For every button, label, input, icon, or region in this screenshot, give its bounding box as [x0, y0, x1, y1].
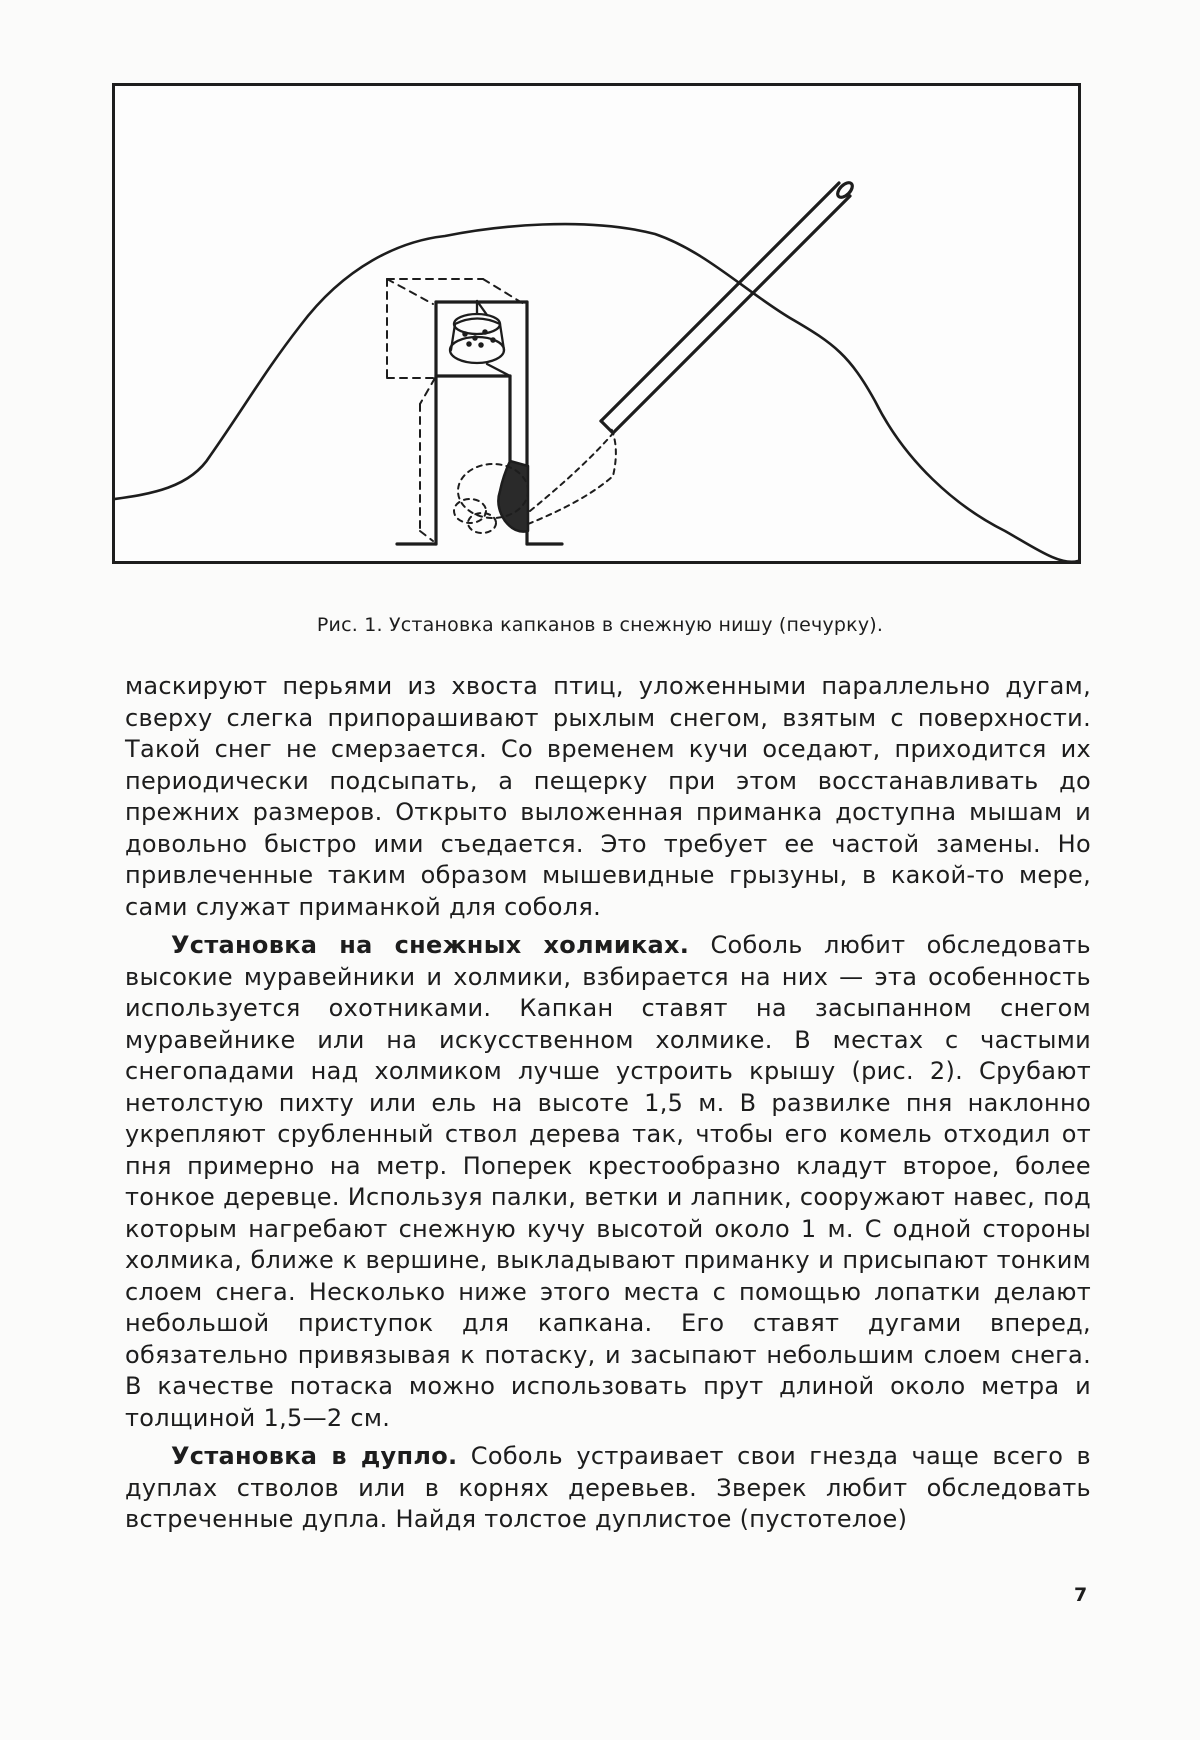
run-in-heading: Установка в дупло.: [171, 1442, 458, 1470]
paragraph: [125, 930, 1091, 1434]
snow-niche-trap-illustration: [115, 86, 1078, 561]
page-number: 7: [1074, 1584, 1088, 1606]
bait-icon: [450, 301, 510, 376]
trap-pole-icon: [601, 180, 855, 433]
figure-frame: [112, 83, 1081, 564]
figure-caption: Рис. 1. Установка капканов в снежную нишу (печурку).: [316, 614, 884, 636]
paragraph-text: маскируют перьями из хвоста птиц, уложенными параллельно дугам, сверху слегка припорашивают рыхлым снегом, взятым с поверхности. Такой снег не смерзается. Со временем кучи оседают, приходится их периодически подсыпать, а пещерку при этом восстанавливать до прежних размеров. Открыто выложенная приманка доступна мышам и довольно быстро ими съедается. Это требует ее частой замены. Но привлеченные таким образом мышевидные грызуны, в какой-то мере, сами служат приманкой для соболя.: [125, 672, 1091, 921]
paragraph: [125, 1441, 1091, 1536]
trap-jaws: [454, 426, 616, 533]
trap-niche: [397, 302, 562, 544]
snow-mound-outline: [115, 224, 1078, 561]
paragraph: [125, 671, 1091, 923]
trap-body: [498, 461, 528, 532]
body-text: [125, 671, 1091, 1543]
paragraph-text: Соболь любит обследовать высокие муравейники и холмики, взбирается на них — эта особенность используется охотниками. Капкан ставят на засыпанном снегом муравейнике или на искусственном холмике. В местах с частыми снегопадами над холмиком лучше устроить крышу (рис. 2). Срубают нетолстую пихту или ель на высоте 1,5 м. В развилке пня наклонно укрепляют срубленный ствол дерева так, чтобы его комель отходил от пня примерно на метр. Поперек крестообразно кладут второе, более тонкое деревце. Используя палки, ветки и лапник, сооружают навес, под которым нагребают снежную кучу высотой около 1 м. С одной стороны холмика, ближе к вершине, выкладывают приманку и присыпают тонким слоем снега. Несколько ниже этого места с помощью лопатки делают небольшой приступок для капкана. Его ставят дугами вперед, обязательно привязывая к потаску, и засыпают небольшим слоем снега. В качестве потаска можно использовать прут длиной около метра и толщиной 1,5—2 см.: [125, 931, 1091, 1432]
paragraph-text: Соболь устраивает свои гнезда чаще всего в дуплах стволов или в корнях деревьев. Зверек любит обследовать встреченные дупла. Найдя толстое дуплистое (пустотелое): [125, 1442, 1092, 1533]
run-in-heading: Установка на снежных холмиках.: [171, 931, 690, 959]
